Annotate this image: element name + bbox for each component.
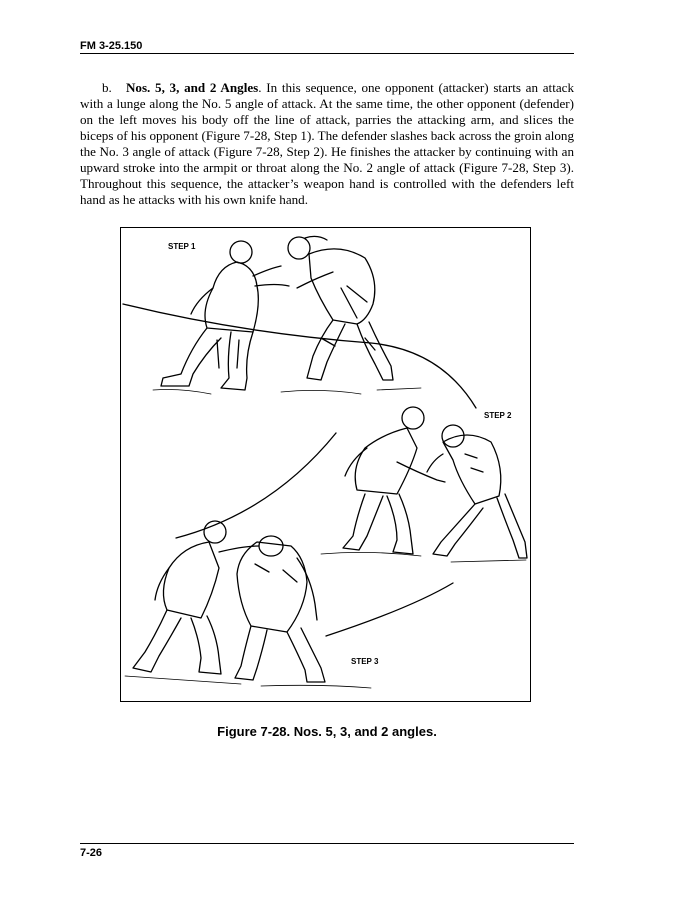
header-rule [80,53,574,54]
body-paragraph [80,80,574,208]
step2-attacker [427,425,527,558]
figure-caption: Figure 7-28. Nos. 5, 3, and 2 angles. [217,724,437,739]
paragraph-text: . In this sequence, one opponent (attacker) starts an attack with a lunge along the No. 5 angle of attack. At the same time, the other opponent (defender) on the left moves his body off the line of attack, parries the attacking arm, and slices the biceps of his opponent (Figure 7-28, Step 1). The defender slashes back across the groin along the No. 3 angle of attack (Figure 7-28, Step 2). He finishes the attacker by continuing with an upward stroke into the armpit or throat along the No. 2 angle of attack (Figure 7-28, Step 3). Throughout this sequence, the attacker’s weapon hand is controlled with the defenders left hand as he attacks with his own knife hand. [80,80,575,207]
angle-arc-1 [123,304,476,408]
ground-step3 [125,676,371,688]
ground-step2 [321,552,526,562]
running-header: FM 3-25.150 [80,40,143,52]
step1-defender [161,241,289,390]
step3-attacker [235,536,325,682]
step-3-label: STEP 3 [351,657,379,666]
angle-arc-3 [326,583,453,636]
step-2-label: STEP 2 [484,411,512,420]
knife-fighting-drawing [121,228,531,702]
paragraph-label: b. [102,80,112,95]
step2-defender [343,407,445,554]
page-number: 7-26 [80,847,103,859]
paragraph-heading: Nos. 5, 3, and 2 Angles [125,80,259,95]
ground-step1 [153,388,421,394]
angle-arc-2 [176,433,336,538]
footer-rule [80,843,574,844]
figure-illustration [120,227,531,702]
step-1-label: STEP 1 [168,242,196,251]
step1-attacker [288,236,393,380]
